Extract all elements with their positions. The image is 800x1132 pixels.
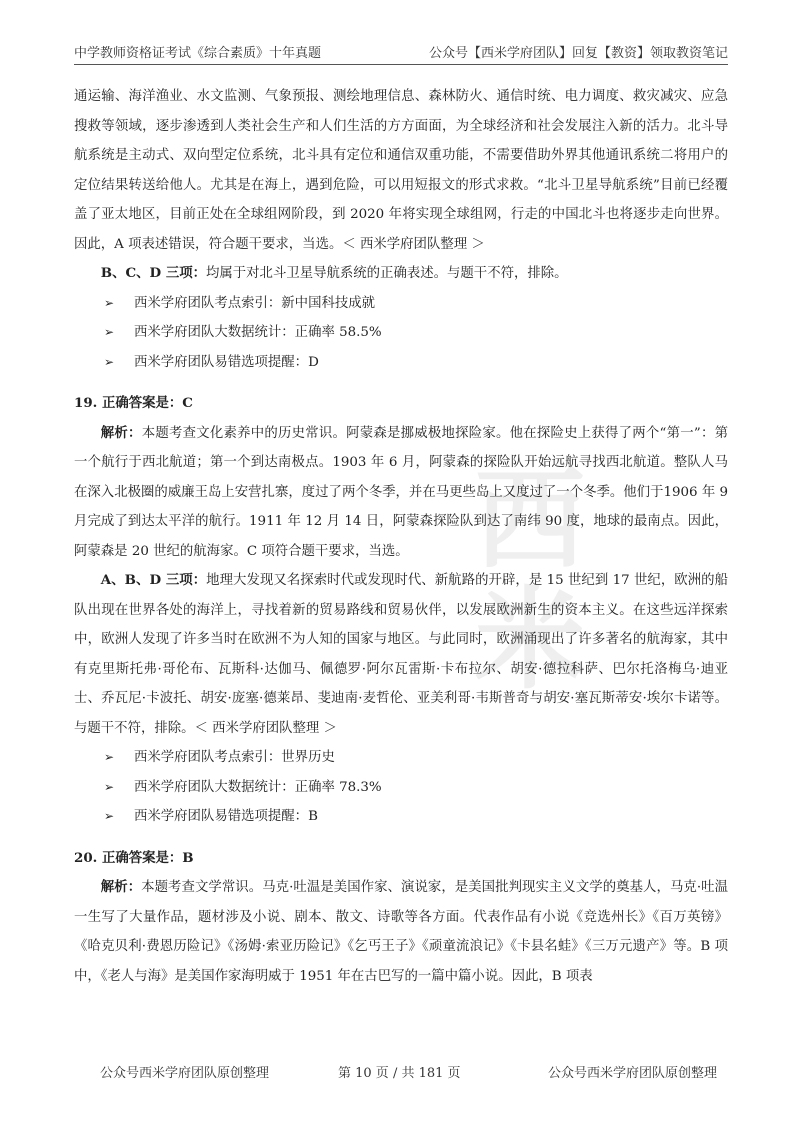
header-right-notice: 公众号【西米学府团队】回复【教资】领取教资笔记 bbox=[428, 46, 728, 61]
q19-answer-title: 19. 正确答案是：C bbox=[74, 395, 193, 411]
bullet-arrow-icon: ➢ bbox=[104, 354, 115, 369]
list-item: ➢ 西米学府团队易错选项提醒：D bbox=[74, 348, 728, 378]
list-item: ➢ 西米学府团队大数据统计：正确率 78.3% bbox=[74, 773, 728, 803]
q19-abd-label: A、B、D 三项： bbox=[100, 572, 207, 588]
header-left-title: 中学教师资格证考试《综合素质》十年真题 bbox=[74, 46, 322, 61]
list-item: ➢ 西米学府团队易错选项提醒：B bbox=[74, 802, 728, 832]
footer-left: 公众号西米学府团队原创整理 bbox=[100, 1066, 270, 1081]
page-number: 第 10 页 / 共 181 页 bbox=[338, 1066, 461, 1081]
bullet-arrow-icon: ➢ bbox=[104, 295, 115, 310]
list-item: ➢ 西米学府团队大数据统计：正确率 58.5% bbox=[74, 318, 728, 348]
bullet-arrow-icon: ➢ bbox=[104, 809, 115, 823]
q19-analysis-text: 本题考查文化素养中的历史常识。阿蒙森是挪威极地探险家。他在探险史上获得了两个“第一”：第一个航行于西北航道；第一个到达南极点。1903 年 6 月，阿蒙森的探险队开始远航寻找西北航道。整队人马在深入北极圈的威廉王岛上安营扎寨，度过了两个冬季，并在马更些岛上又度过了一个冬季。他们于1906 年 9 月完成了到达太平洋的航行。1911 年 12 月 14 日，阿蒙森探险队到达了南纬 90 度，地球的最南点。因此，阿蒙森是 20 世纪的航海家。C 项符合题干要求，当选。 bbox=[74, 425, 728, 559]
page-header bbox=[74, 38, 728, 65]
bullet-arrow-icon: ➢ bbox=[104, 325, 115, 339]
document-body bbox=[74, 82, 728, 991]
q18-continued-paragraph: 通运输、海洋渔业、水文监测、气象预报、测绘地理信息、森林防火、通信时统、电力调度、救灾减灾、应急搜救等领域，逐步渗透到人类社会生产和人们生活的方方面面，为全球经济和社会发展注入新的活力。北斗导航系统是主动式、双向型定位系统，北斗具有定位和通信双重功能，不需要借助外界其他通讯系统二将用户的定位结果转送给他人。尤其是在海上，遇到危险，可以用短报文的形式求救。“北斗卫星导航系统”目前已经覆盖了亚太地区，目前正处在全球组网阶段，到 2020 年将实现全球组网，行走的中国北斗也将逐步走向世界。因此，A 项表述错误，符合题干要求，当选。＜ 西米学府团队整理 ＞ bbox=[74, 89, 728, 252]
watermark-logo: 西米 bbox=[475, 455, 585, 704]
list-item: ➢ 西米学府团队考点索引：新中国科技成就 bbox=[74, 289, 728, 319]
q19-abd-paragraph bbox=[74, 566, 728, 743]
q20-analysis-text: 本题考查文学常识。马克·吐温是美国作家、演说家，是美国批判现实主义文学的奠基人，马克·吐温一生写了大量作品，题材涉及小说、剧本、散文、诗歌等各方面。代表作品有小说《竞选州长》《百万英镑》《哈克贝利·费恩历险记》《汤姆·索亚历险记》《乞丐王子》《顽童流浪记》《卡县名蛙》《三万元遗产》等。B 项中，《老人与海》是美国作家海明威于 1951 年在古巴写的一篇中篇小说。因此，B 项表 bbox=[74, 880, 729, 984]
q19-abd-text: 地理大发现又名探索时代或发现时代、新航路的开辟，是 15 世纪到 17 世纪，欧洲的船队出现在世界各处的海洋上，寻找着新的贸易路线和贸易伙伴，以发展欧洲新生的资本主义。在这些远洋探索中，欧洲人发现了许多当时在欧洲不为人知的国家与地区。与此同时，欧洲涌现出了许多著名的航海家，其中有克里斯托弗·哥伦布、瓦斯科·达伽马、佩德罗·阿尔瓦雷斯·卡布拉尔、胡安·德拉科萨、巴尔托洛梅乌·迪亚士、乔瓦尼·卡波托、胡安·庞塞·德莱昂、斐迪南·麦哲伦、亚美利哥·韦斯普奇与胡安·塞瓦斯蒂安·埃尔卡诺等。与题干不符，排除。＜ 西米学府团队整理 ＞ bbox=[74, 573, 728, 736]
bullet-arrow-icon: ➢ bbox=[104, 750, 115, 764]
q18-bcd-paragraph bbox=[74, 259, 728, 289]
q20-analysis-label: 解析： bbox=[100, 879, 142, 895]
bullet-arrow-icon: ➢ bbox=[104, 779, 115, 794]
q20-analysis-paragraph bbox=[74, 873, 728, 991]
q19-analysis-label: 解析： bbox=[100, 424, 142, 441]
q18-bcd-text: 均属于对北斗卫星导航系统的正确表述。与题干不符，排除。 bbox=[206, 266, 568, 281]
q18-bcd-label: B、C、D 三项： bbox=[100, 265, 206, 281]
q20-answer-title: 20. 正确答案是：B bbox=[74, 849, 194, 866]
list-item: ➢ 西米学府团队考点索引：世界历史 bbox=[74, 743, 728, 773]
q19-analysis-paragraph bbox=[74, 419, 728, 567]
footer-right: 公众号西米学府团队原创整理 bbox=[548, 1066, 718, 1081]
